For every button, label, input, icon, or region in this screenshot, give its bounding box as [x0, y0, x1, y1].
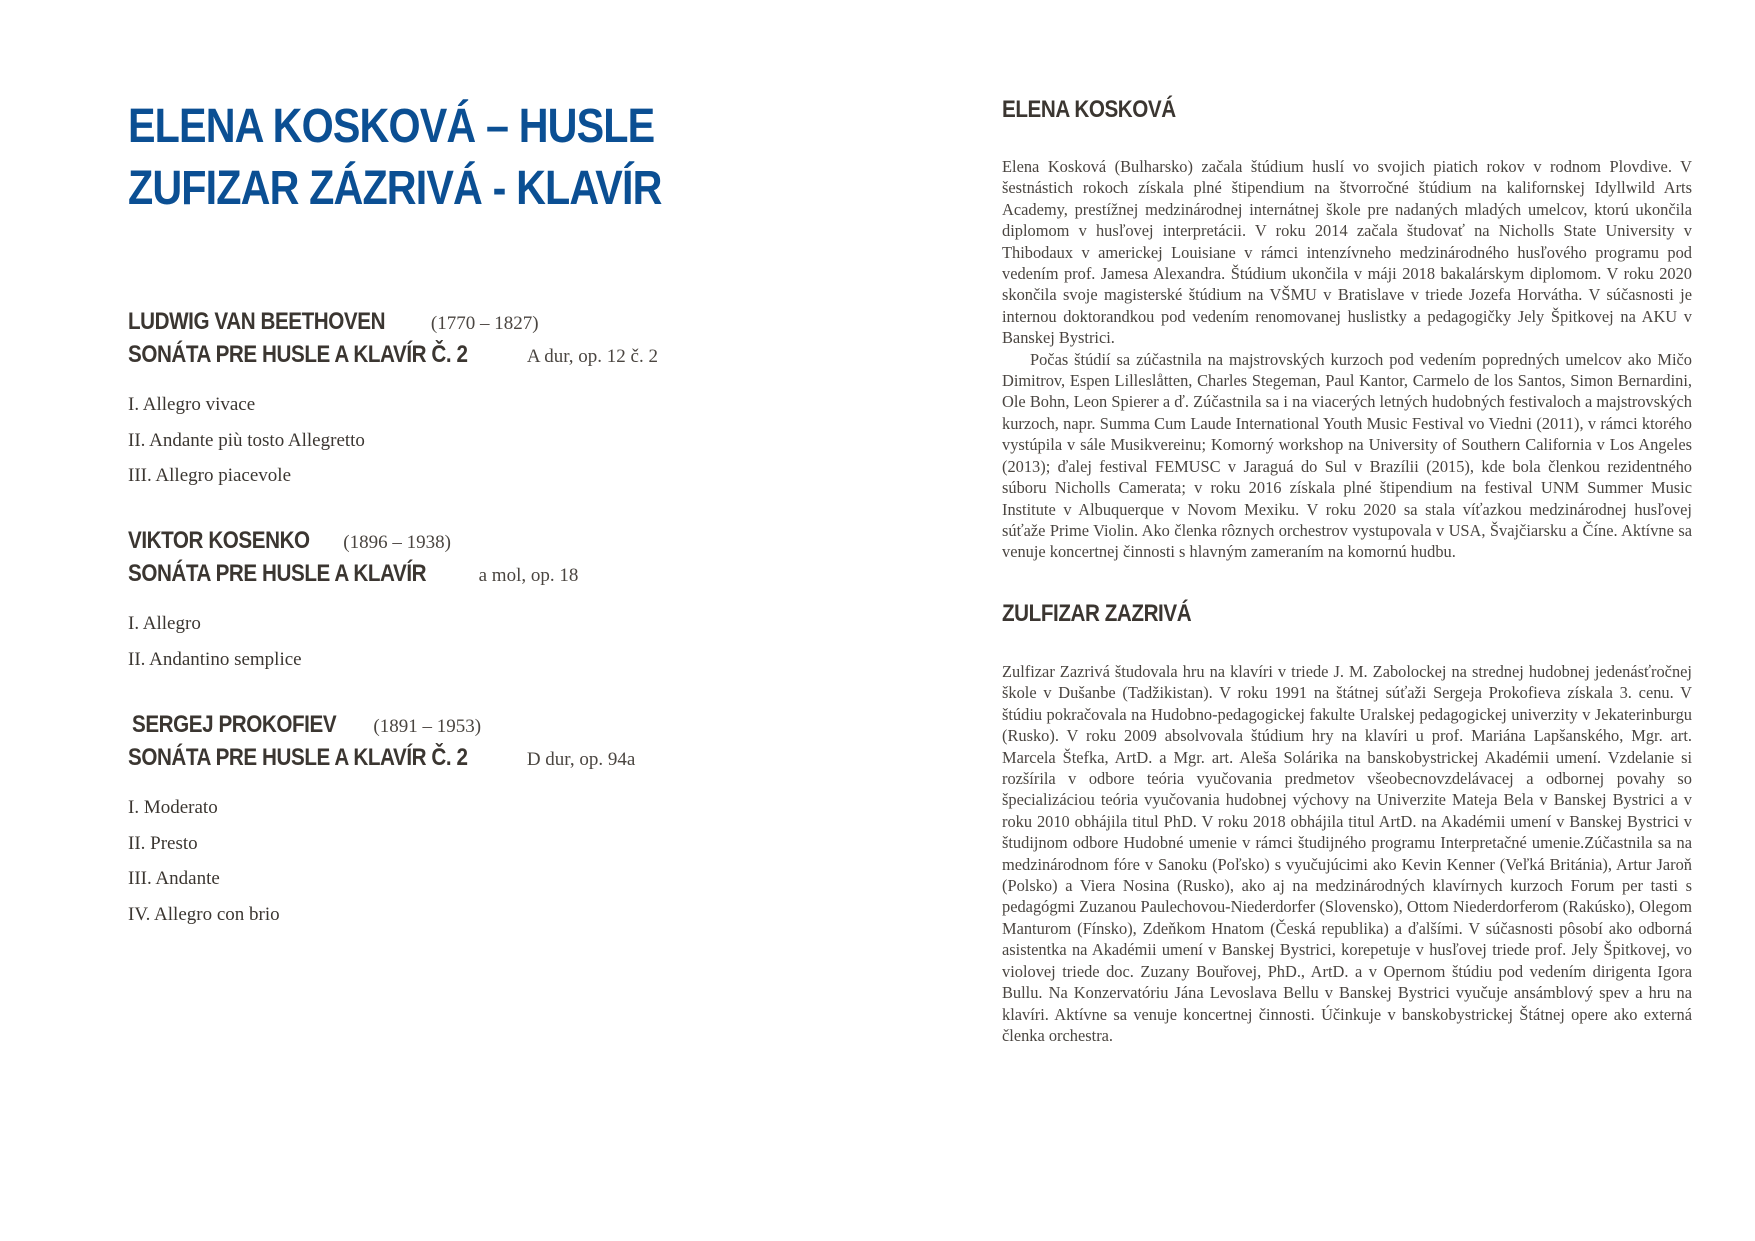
- bio-paragraph: Elena Kosková (Bulharsko) začala štúdium huslí vo svojich piatich rokov v rodnom Plovdive. V šestnástich rokoch získala plné štipendium na štvorročné štúdium na kalifornskej Idyllwild Arts Academy, prestížnej medzinárodnej internátnej škole pre nadaných mladých umelcov, ktorú ukončila diplomom v husľovej interpretácii. V roku 2014 začala študovať na Nicholls State University v Thibodaux v americkej Louisiane v rámci intenzívneho medzinárodného husľového programu pod vedením prof. Jamesa Alexandra. Štúdium ukončila v máji 2018 bakalárskym diplomom. V roku 2020 skončila svoje magisterské štúdium na VŠMU v Bratislave v triede Jozefa Horvátha. V súčasnosti je internou doktorandkou pod vedením renomovanej huslistky a pedagogičky Jely Špitkovej na AKU v Banskej Bystrici.: [1002, 157, 1692, 348]
- program-piece-beethoven: [128, 307, 658, 494]
- movement-list: [128, 790, 635, 932]
- pianist-bio-heading: ZULFIZAR ZAZRIVÁ: [1002, 600, 1192, 627]
- work-key: a mol, op. 18: [478, 565, 579, 586]
- work-title: SONÁTA PRE HUSLE A KLAVÍR Č. 2: [128, 744, 468, 771]
- composer-years: (1770 – 1827): [430, 313, 539, 334]
- movement-item: I. Allegro: [128, 613, 201, 634]
- movement-item: III. Andante: [128, 868, 220, 889]
- movement-item: II. Andantino semplice: [128, 648, 302, 670]
- biography-page: [877, 0, 1755, 1241]
- work-title: SONÁTA PRE HUSLE A KLAVÍR Č. 2: [128, 341, 468, 368]
- title-line-piano: ZUFIZAR ZÁZRIVÁ - KLAVÍR: [128, 162, 662, 215]
- work-line: [128, 340, 658, 373]
- program-piece-prokofiev: [128, 710, 636, 932]
- work-key: A dur, op. 12 č. 2: [526, 346, 658, 367]
- movement-item: I. Moderato: [128, 797, 218, 818]
- program-page: [0, 0, 877, 1241]
- work-key: D dur, op. 94a: [526, 749, 636, 770]
- bio-paragraph: Zulfizar Zazrivá študovala hru na klavíri v triede J. M. Zabolockej na strednej hudobnej jedenásťročnej škole v Dušanbe (Tadžikistan). V roku 1991 na štátnej súťaži Sergeja Prokofieva získala 3. cenu. V štúdiu pokračovala na Hudobno-pedagogickej fakulte Uralskej pedagogickej univerzity v Jekaterinburgu (Rusko). V roku 2009 absolvovala štúdium hry na klavíri u prof. Mariána Lapšanského, Mgr. art. Marcela Štefka, ArtD. a Mgr. art. Aleša Solárika na banskobystrickej Akadémii umení. Vzdelanie si rozšírila v odbore teória vyučovania predmetov všeobecnovzdelávacej a odbornej povahy so špecializáciou teória vyučovania hudobnej výchovy na Univerzite Mateja Bela v Banskej Bystrici a v roku 2010 obhájila titul PhD. V roku 2018 obhájila titul ArtD. na Akadémii umení v Banskej Bystrici v študijnom odbore Hudobné umenie v rámci študijného programu Interpretačné umenie.Zúčastnila sa na medzinárodnom fóre v Sanoku (Poľsko) s vyučujúcimi ako Kevin Kenner (Veľká Británia), Artur Jaroň (Polsko) a Viera Nosina (Rusko), ako aj na medzinárodných klavírnych kurzoch Forum per tasti s pedagógmi Zuzanou Paulechovou-Niederdorfer (Slovensko), Ottom Niederdorferom (Rakúsko), Olegom Manturom (Fínsko), Zdeňkom Hnatom (Česká republika) a ďalšími. V súčasnosti pôsobí ako odborná asistentka na Akadémii umení v Banskej Bystrici, korepetuje v husľovej triede prof. Jely Špitkovej, vo violovej triede doc. Zuzany Bouřovej, PhD., ArtD. a v Opernom štúdiu pod vedením dirigenta Igora Bullu. Na Konzervatóriu Jána Levoslava Bellu v Banskej Bystrici vyučuje ansámblový spev a hru na klavíri. Aktívne sa venuje koncertnej činnosti. Účinkuje v banskobystrickej Štátnej opere ako externá členka orchestra.: [1002, 662, 1692, 1045]
- work-line: [128, 559, 578, 592]
- pianist-bio-text: [1002, 661, 1692, 1046]
- page-title: [128, 96, 662, 220]
- movement-list: [128, 606, 578, 677]
- composer-years: (1891 – 1953): [373, 716, 482, 737]
- composer-line: [128, 307, 658, 340]
- composer-line: [128, 526, 578, 559]
- composer-name: VIKTOR KOSENKO: [128, 527, 310, 554]
- movement-item: I. Allegro vivace: [128, 394, 256, 415]
- composer-line: [132, 710, 635, 743]
- movement-item: II. Andante più tosto Allegretto: [128, 429, 365, 451]
- movement-list: [128, 387, 658, 494]
- bio-paragraph: Počas štúdií sa zúčastnila na majstrovských kurzoch pod vedením popredných umelcov ako Mičo Dimitrov, Espen Lilleslåtten, Charles Stegeman, Paul Kantor, Carmelo de los Santos, Simon Bernardini, Ole Bohn, Leon Spierer a ď. Zúčastnila sa i na viacerých letných hudobných festivaloch a majstrovských kurzoch, napr. Summa Cum Laude International Youth Music Festival vo Viedni (2011), v rámci ktorého vystúpila v sále Musikvereinu; Komorný workshop na University of Southern California v Los Angeles (2013); ďalej festival FEMUSC v Jaraguá do Sul v Brazílii (2015), kde bola členkou rezidentného súboru Nicholls Camerata; v roku 2016 získala plné štipendium na festival UNM Summer Music Institute v Albuquerque v Novom Mexiku. V roku 2020 sa stala víťazkou medzinárodnej husľovej súťaže Prime Violin. Ako členka rôznych orchestrov vystupovala v USA, Švajčiarsku a Číne. Aktívne sa venuje koncertnej činnosti s hlavným zameraním na komornú hudbu.: [1002, 349, 1692, 562]
- work-line: [128, 743, 635, 776]
- violinist-bio-heading: ELENA KOSKOVÁ: [1002, 96, 1176, 123]
- movement-item: IV. Allegro con brio: [128, 903, 280, 925]
- composer-years: (1896 – 1938): [343, 532, 451, 553]
- composer-name: LUDWIG VAN BEETHOVEN: [128, 308, 386, 335]
- movement-item: II. Presto: [128, 832, 198, 854]
- title-line-violin: ELENA KOSKOVÁ – HUSLE: [128, 100, 655, 153]
- composer-name: SERGEJ PROKOFIEV: [132, 711, 337, 738]
- work-title: SONÁTA PRE HUSLE A KLAVÍR: [128, 560, 427, 587]
- violinist-bio-text: [1002, 156, 1692, 563]
- movement-item: III. Allegro piacevole: [128, 465, 292, 486]
- program-piece-kosenko: [128, 526, 578, 677]
